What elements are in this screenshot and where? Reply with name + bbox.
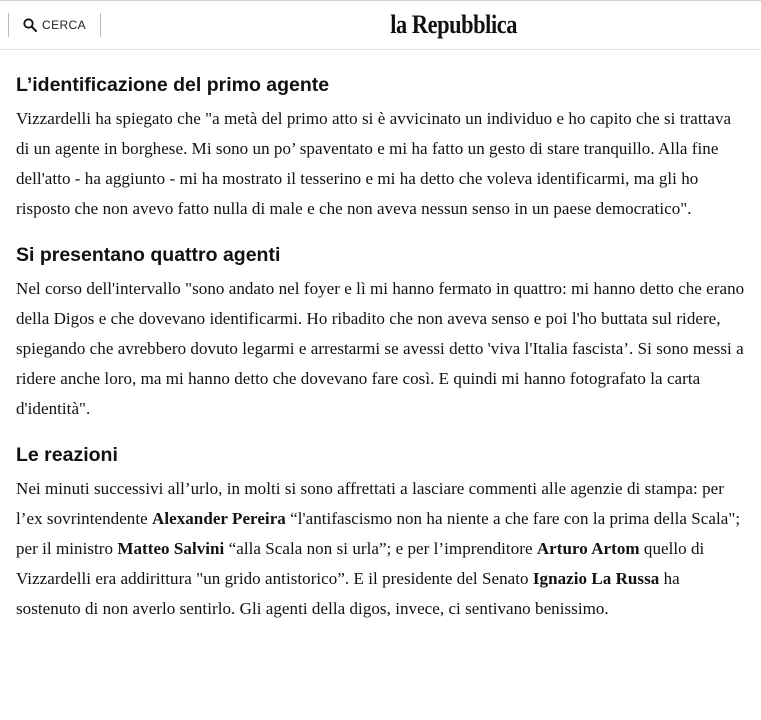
section-heading: Le reazioni (16, 444, 118, 466)
text-segment: ha sostenuto di non averlo sentirlo. Gli agenti della digos, invece, ci sentivano benissimo. (16, 569, 680, 618)
section-heading: Si presentano quattro agenti (16, 244, 281, 266)
site-logo[interactable]: la Repubblica (390, 10, 517, 39)
top-bar (0, 0, 761, 50)
text-segment: “alla Scala non si urla”; e per l’imprenditore (224, 539, 537, 558)
search-label: CERCA (42, 18, 87, 32)
search-icon (23, 18, 37, 32)
person-name-pereira: Alexander Pereira (152, 509, 286, 528)
text-segment: quello di Vizzardelli era addirittura "un grido antistorico”. E il presidente del Senato (16, 539, 705, 588)
section-paragraph (16, 474, 745, 624)
section-paragraph: Nel corso dell'intervallo "sono andato nel foyer e lì mi hanno fermato in quattro: mi hanno detto che erano della Digos e che dovevano identificarmi. Ho ribadito che non aveva senso e poi l'ho buttata sul ridere, spiegando che avrebbero dovuto legarmi e arrestarmi se avessi detto 'viva l'Italia fascista’. Si sono messi a ridere anche loro, ma mi hanno detto che dovevano fare così. E quindi mi hanno fotografato la carta d'identità". (16, 279, 745, 418)
text-segment: Nei minuti successivi all’urlo, in molti si sono affrettati a lasciare commenti alle agenzie di stampa: per l’ex sovrintendente (16, 479, 724, 528)
section-heading: L’identificazione del primo agente (16, 74, 330, 96)
person-name-salvini: Matteo Salvini (117, 539, 225, 558)
person-name-artom: Arturo Artom (536, 539, 640, 558)
section-paragraph: Vizzardelli ha spiegato che "a metà del primo atto si è avvicinato un individuo e ho capito che si trattava di un agente in borghese. Mi sono un po’ spaventato e mi ha fatto un gesto di stare tranquillo. Alla fine dell'atto - ha aggiunto - mi ha mostrato il tesserino e mi ha detto che voleva identificarmi, ma gli ho risposto che non avevo fatto nulla di male e che non aveva nessun senso in un paese democratico". (16, 109, 732, 218)
article-body (0, 50, 761, 624)
person-name-la-russa: Ignazio La Russa (532, 569, 660, 588)
text-segment: “l'antifascismo non ha niente a che fare con la prima della Scala"; per il ministro (16, 509, 741, 558)
